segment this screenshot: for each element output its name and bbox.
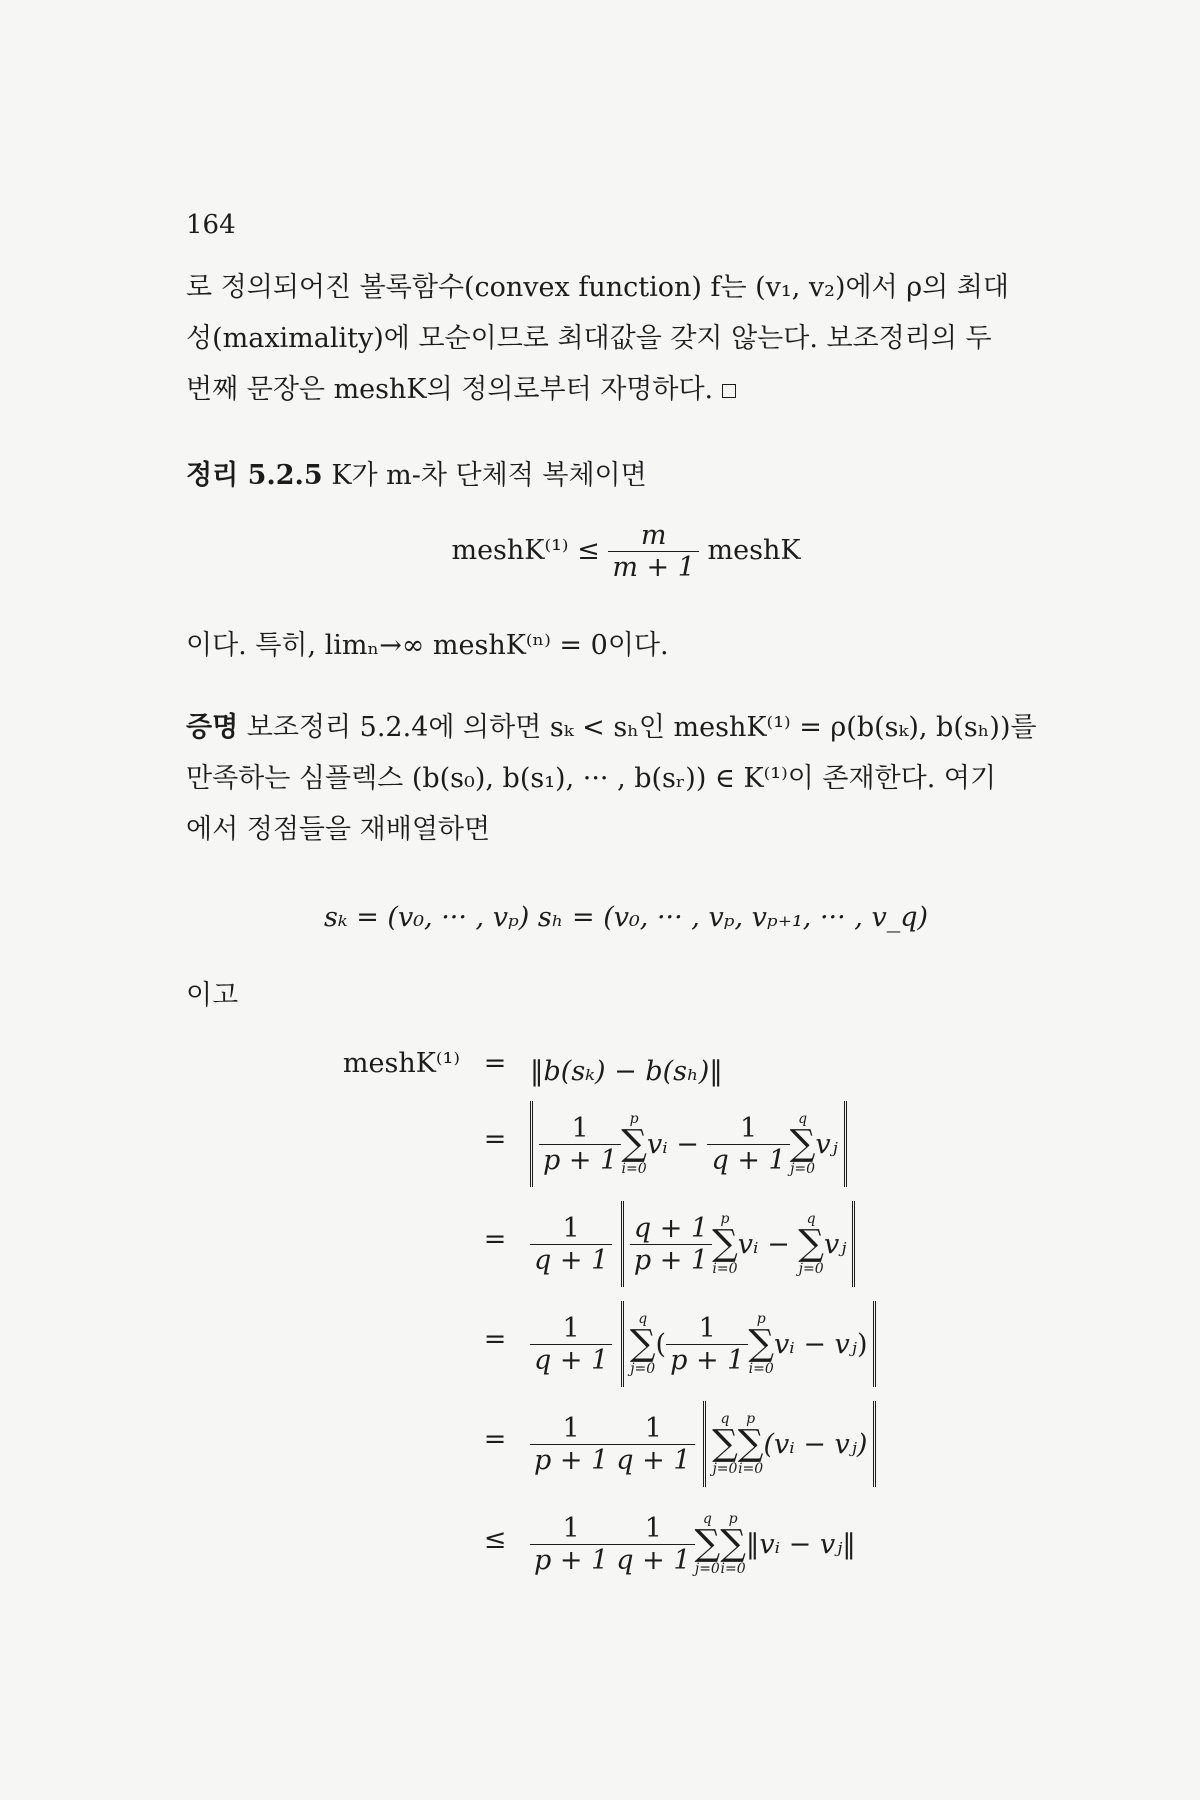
sum-lower: i=0 [748, 1361, 774, 1377]
relation-eq: = [483, 1424, 507, 1455]
fraction [530, 1413, 612, 1476]
fraction [530, 1313, 612, 1376]
formula-right: meshK [707, 535, 801, 566]
sum-upper: q [806, 1211, 816, 1227]
row1-rhs: ‖b(sₖ) − b(sₕ)‖ [530, 1055, 723, 1087]
term-vi: vᵢ [646, 1128, 668, 1160]
fraction [539, 1113, 621, 1176]
frac-denominator: q + 1 [711, 1144, 786, 1176]
sum-sign: ∑ [798, 1223, 824, 1264]
theorem-statement [186, 450, 1066, 501]
sum-sign: ∑ [712, 1223, 738, 1264]
norm-bars [703, 1401, 876, 1487]
summation [712, 1412, 738, 1476]
summation [712, 1212, 738, 1276]
relation-eq: = [483, 1124, 507, 1155]
proof-line1: 보조정리 5.2.4에 의하면 sₖ < sₕ인 meshK⁽¹⁾ = ρ(b(sₖ), b(sₕ))를 [246, 712, 1037, 743]
summation [695, 1512, 721, 1576]
proof-paragraph [186, 702, 1066, 855]
sum-upper: q [720, 1411, 730, 1427]
frac-numerator: 1 [530, 1513, 612, 1545]
frac-numerator: 1 [530, 1413, 612, 1445]
vertex-equation: sₖ = (v₀, ··· , vₚ) sₕ = (v₀, ··· , vₚ, vₚ₊₁, ··· , v_q) [323, 902, 929, 933]
sum-lower: i=0 [621, 1161, 647, 1177]
proof-label: 증명 [186, 712, 239, 743]
row2-rhs [530, 1094, 847, 1194]
row6-rhs [530, 1494, 856, 1594]
sum-upper: p [756, 1311, 766, 1327]
frac-numerator: 1 [530, 1313, 612, 1345]
term-norm-vi-vj: ‖vᵢ − vⱼ‖ [745, 1528, 856, 1560]
frac-numerator: 1 [612, 1413, 694, 1445]
frac-denominator: p + 1 [670, 1344, 745, 1376]
frac-numerator: q + 1 [630, 1213, 712, 1245]
frac-numerator: m [608, 520, 699, 552]
sum-sign: ∑ [712, 1423, 738, 1464]
sum-sign: ∑ [621, 1123, 647, 1164]
frac-numerator: 1 [539, 1113, 621, 1145]
para1-line3: 번째 문장은 meshK의 정의로부터 자명하다. [186, 374, 714, 405]
theorem-label: 정리 5.2.5 [186, 460, 323, 491]
qed-square-icon [722, 384, 736, 398]
sum-lower: j=0 [798, 1261, 824, 1277]
frac-denominator: q + 1 [534, 1244, 609, 1276]
paragraph-1 [186, 262, 1066, 415]
norm-bars [621, 1201, 856, 1287]
sum-upper: q [702, 1511, 712, 1527]
frac-numerator: 1 [666, 1313, 748, 1345]
frac-denominator: q + 1 [534, 1344, 609, 1376]
summation [738, 1412, 764, 1476]
term-vi: vᵢ [737, 1228, 759, 1260]
frac-denominator: p + 1 [543, 1144, 618, 1176]
fraction [707, 1113, 789, 1176]
minus-sign: − [803, 1328, 826, 1360]
summation [630, 1312, 656, 1376]
fraction-m-over-m1 [608, 520, 699, 583]
sum-lower: i=0 [712, 1261, 738, 1277]
term-vj: vⱼ [815, 1128, 838, 1160]
fraction [530, 1213, 612, 1276]
sum-sign: ∑ [694, 1523, 721, 1564]
term-vi: vᵢ [774, 1328, 795, 1360]
sum-lower: j=0 [790, 1161, 816, 1177]
frac-numerator: 1 [530, 1213, 612, 1245]
para1-line1: 로 정의되어진 볼록함수(convex function) f는 (v₁, v₂)에서 ρ의 최대 [186, 272, 1009, 303]
term-vj: vⱼ [834, 1328, 857, 1360]
sum-lower: i=0 [720, 1561, 746, 1577]
fraction [612, 1513, 694, 1576]
fraction [666, 1313, 748, 1376]
row4-rhs [530, 1294, 876, 1394]
sum-upper: p [728, 1511, 738, 1527]
formula-left: meshK⁽¹⁾ ≤ [451, 535, 600, 566]
norm-bars: q ∑ j=0 ( $\frac{1}{p + 1}$ p ∑ i=0 vᵢ − vⱼ ) [621, 1301, 877, 1387]
sum-sign: ∑ [737, 1423, 764, 1464]
term-vj: vⱼ [824, 1228, 847, 1260]
summation [720, 1512, 746, 1576]
sum-lower: j=0 [712, 1461, 738, 1477]
theorem-text: K가 m-차 단체적 복체이면 [331, 460, 647, 491]
proof-line2: 만족하는 심플렉스 (b(s₀), b(s₁), ··· , b(sᵣ)) ∈ K⁽¹⁾이 존재한다. 여기 [186, 763, 997, 794]
fraction [630, 1213, 712, 1276]
row3-rhs [530, 1194, 855, 1294]
relation-eq: = [483, 1048, 507, 1079]
row5-rhs [530, 1394, 876, 1494]
derivation-lhs: meshK⁽¹⁾ [342, 1048, 460, 1079]
fraction [530, 1513, 612, 1576]
summation [798, 1212, 824, 1276]
para1-line2: 성(maximality)에 모순이므로 최대값을 갖지 않는다. 보조정리의 두 [186, 323, 992, 354]
frac-denominator: p + 1 [534, 1544, 609, 1576]
theorem-formula [186, 520, 1066, 583]
norm-bars [530, 1101, 847, 1187]
summation [790, 1112, 816, 1176]
frac-denominator: q + 1 [616, 1544, 691, 1576]
frac-denominator: p + 1 [633, 1244, 709, 1276]
sum-sign: ∑ [789, 1123, 816, 1164]
term-vi-minus-vj: (vᵢ − vⱼ) [763, 1428, 868, 1460]
sum-sign: ∑ [720, 1523, 746, 1564]
frac-numerator: 1 [707, 1113, 789, 1145]
sum-sign: ∑ [748, 1323, 775, 1364]
fraction [612, 1413, 694, 1476]
minus-sign: − [767, 1228, 790, 1260]
relation-le: ≤ [483, 1524, 507, 1555]
sum-upper: q [638, 1311, 648, 1327]
sum-upper: q [798, 1111, 808, 1127]
sum-upper: p [629, 1111, 639, 1127]
sum-upper: p [720, 1211, 730, 1227]
proof-line3: 에서 정점들을 재배열하면 [186, 814, 491, 845]
frac-denominator: q + 1 [616, 1444, 691, 1476]
minus-sign: − [676, 1128, 699, 1160]
relation-eq: = [483, 1324, 507, 1355]
summation [621, 1112, 647, 1176]
sum-sign: ∑ [629, 1323, 656, 1364]
relation-eq: = [483, 1224, 507, 1255]
sum-lower: j=0 [694, 1561, 720, 1577]
proof-and: 이고 [186, 980, 239, 1011]
sum-upper: p [746, 1411, 756, 1427]
frac-numerator: 1 [612, 1513, 694, 1545]
sum-lower: i=0 [738, 1461, 764, 1477]
summation [748, 1312, 774, 1376]
theorem-after: 이다. 특히, limₙ→∞ meshK⁽ⁿ⁾ = 0이다. [186, 630, 669, 661]
sum-lower: j=0 [630, 1361, 656, 1377]
page-number: 164 [186, 210, 236, 240]
frac-denominator: p + 1 [534, 1444, 609, 1476]
frac-denominator: m + 1 [612, 552, 695, 583]
